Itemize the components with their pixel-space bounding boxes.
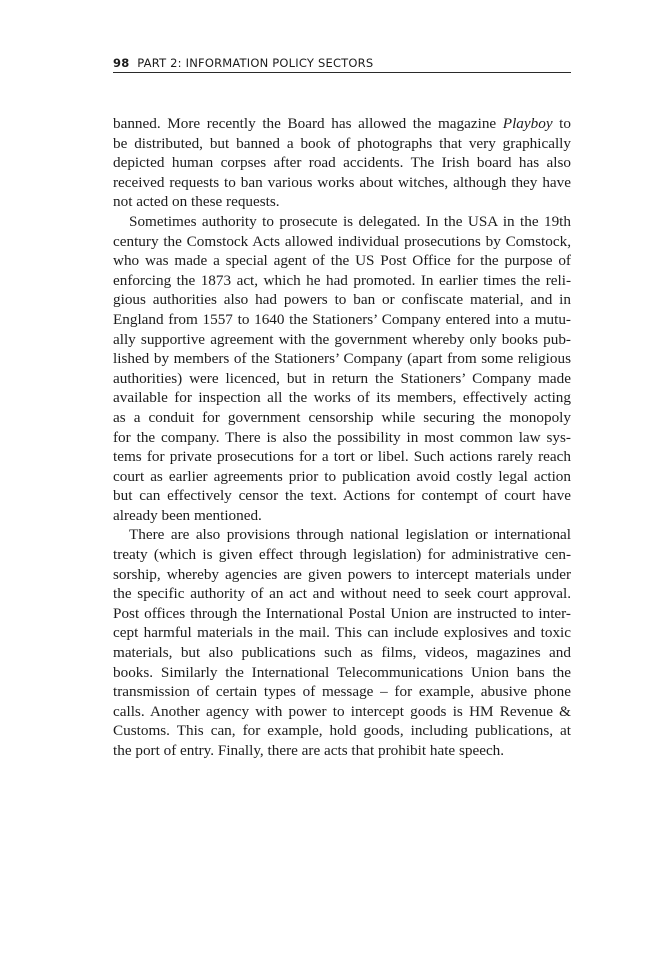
- text-line: authorities) were licenced, but in return the Stationers’ Company made: [113, 369, 571, 387]
- text-line: who was made a special agent of the US Post Office for the purpose of: [113, 252, 571, 270]
- page-number: 98: [113, 56, 130, 70]
- text-line: Post offices through the International Postal Union are instructed to inter-: [113, 604, 571, 622]
- text-line: enforcing the 1873 act, which he had promoted. In earlier times the reli-: [113, 271, 571, 289]
- text-line: already been mentioned.: [113, 506, 262, 524]
- paragraph: [113, 212, 571, 526]
- running-header: [113, 56, 571, 73]
- emphasized-title: Playboy: [502, 115, 553, 132]
- text-line: materials, but also publications such as films, videos, magazines and: [113, 644, 571, 662]
- text-line: treaty (which is given effect through legislation) for administrative cen-: [113, 546, 571, 564]
- text-line: sorship, whereby agencies are given powers to intercept materials under: [113, 565, 571, 583]
- text-line: There are also provisions through national legislation or international: [129, 526, 571, 544]
- text-line: banned. More recently the Board has allowed the magazine Playboy to: [113, 115, 571, 132]
- text-line: gious authorities also had powers to ban or confiscate material, and in: [113, 291, 571, 309]
- body-text: [113, 114, 571, 761]
- text-line: Sometimes authority to prosecute is delegated. In the USA in the 19th: [129, 212, 571, 230]
- text-line: available for inspection all the works of its members, effectively acting: [113, 389, 571, 407]
- paragraph: [113, 114, 571, 212]
- text-line: the port of entry. Finally, there are acts that prohibit hate speech.: [113, 742, 505, 759]
- section-title: PART 2: INFORMATION POLICY SECTORS: [137, 56, 374, 70]
- text-line: received requests to ban various works about witches, although they have: [113, 173, 571, 191]
- text-line: century the Comstock Acts allowed individual prosecutions by Comstock,: [113, 232, 571, 250]
- paragraph: [113, 525, 571, 760]
- text-line: Customs. This can, for example, hold goods, including publications, at: [113, 722, 571, 740]
- text-line: the specific authority of an act and without need to seek court approval.: [113, 585, 571, 603]
- text-line: tems for private prosecutions for a tort or libel. Such actions rarely reach: [113, 448, 571, 466]
- text-line: for the company. There is also the possibility in most common law sys-: [113, 428, 571, 446]
- text-line: depicted human corpses after road accidents. The Irish board has also: [113, 154, 571, 172]
- text-line: books. Similarly the International Telecommunications Union bans the: [113, 663, 571, 681]
- text-line: England from 1557 to 1640 the Stationers’ Company entered into a mutu-: [113, 310, 571, 328]
- text-line: calls. Another agency with power to intercept goods is HM Revenue &: [113, 702, 571, 720]
- text-line: as a conduit for government censorship while securing the monopoly: [113, 408, 571, 426]
- text-line: but can effectively censor the text. Actions for contempt of court have: [113, 487, 571, 505]
- text-line: transmission of certain types of message – for example, abusive phone: [113, 683, 571, 701]
- text-line: court as earlier agreements prior to publication avoid costly legal action: [113, 467, 571, 485]
- text-line: cept harmful materials in the mail. This can include explosives and toxic: [113, 624, 571, 642]
- text-line: ally supportive agreement with the government whereby only books pub-: [113, 330, 571, 348]
- text-line: be distributed, but banned a book of photographs that very graphically: [113, 134, 571, 152]
- text-line: not acted on these requests.: [113, 193, 280, 211]
- text-line: lished by members of the Stationers’ Company (apart from some religious: [113, 350, 571, 368]
